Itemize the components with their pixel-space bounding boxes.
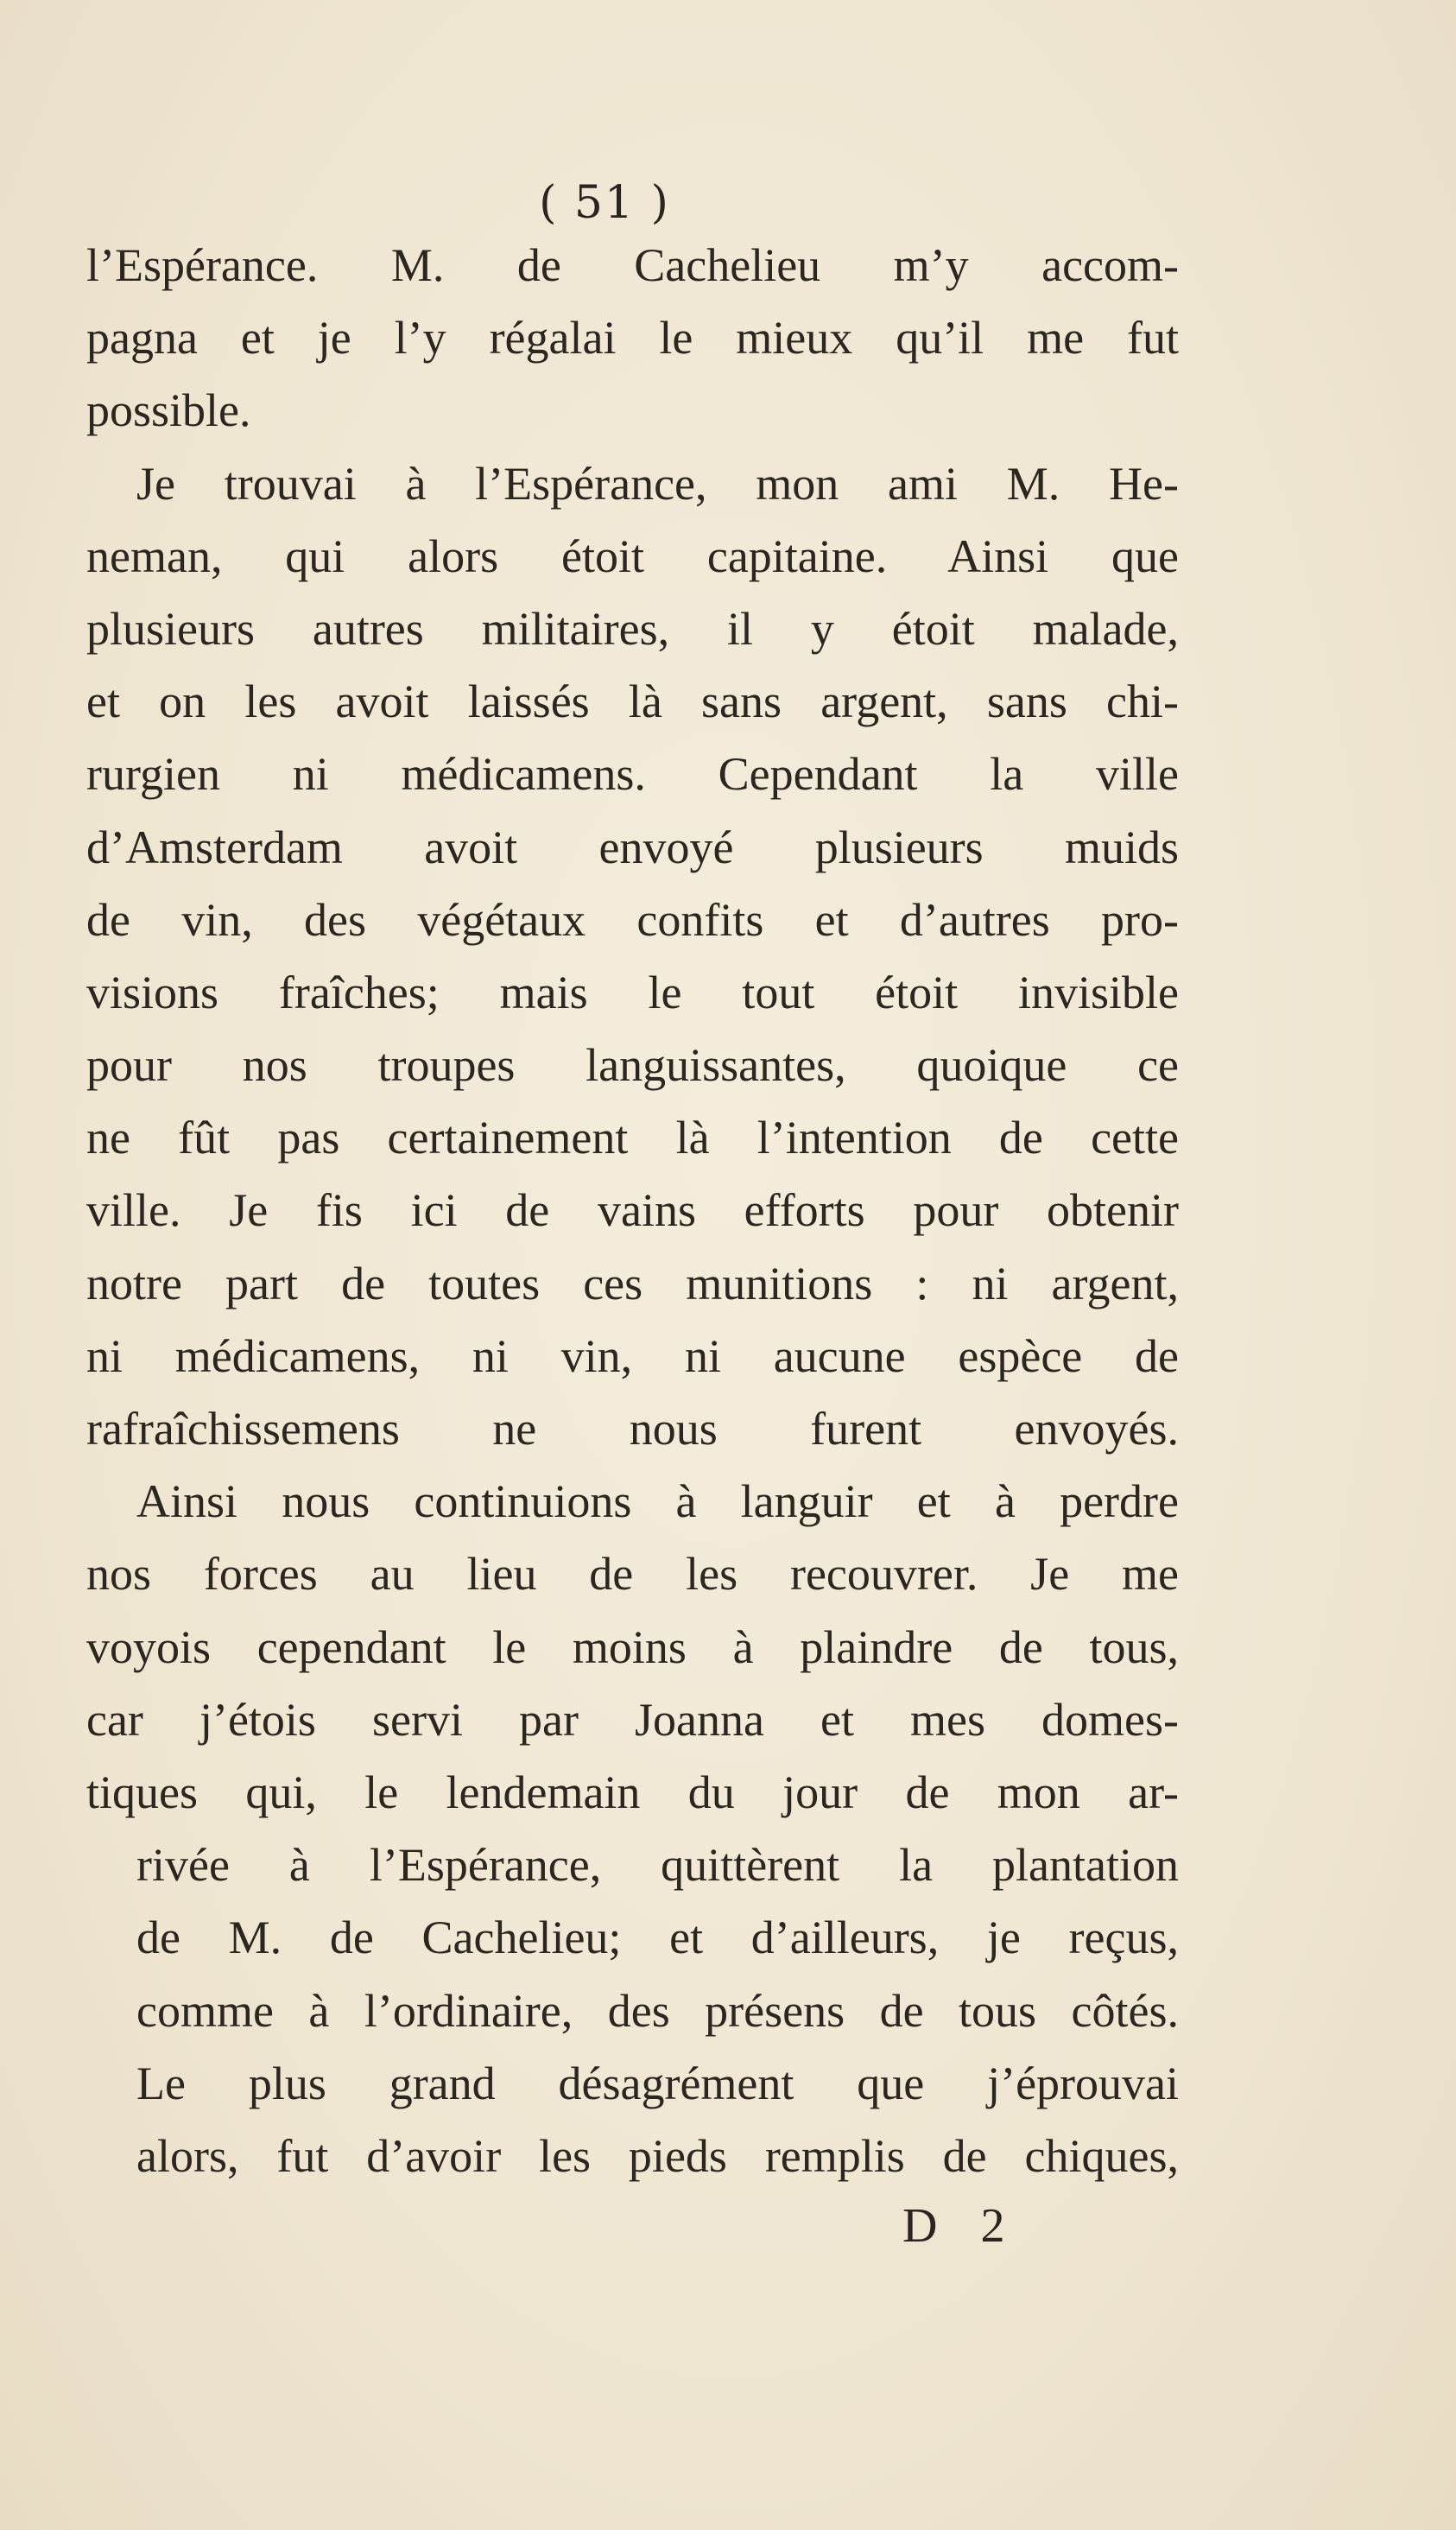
text-line: de M. de Cachelieu; et d’ailleurs, je reçus, xyxy=(136,1912,1179,1964)
text-line: plusieurs autres militaires, il y étoit malade, xyxy=(86,602,1179,655)
text-line: ni médicamens, ni vin, ni aucune espèce de xyxy=(86,1329,1179,1382)
signature-mark: D 2 xyxy=(902,2199,1021,2253)
body-text xyxy=(86,229,1179,2192)
text-line: nos forces au lieu de les recouvrer. Je me xyxy=(86,1548,1179,1601)
text-line: et on les avoit laissés là sans argent, sans chi- xyxy=(86,675,1179,728)
text-line: Le plus grand désagrément que j’éprouvai xyxy=(136,2057,1179,2109)
page-number: ( 51 ) xyxy=(539,177,670,229)
text-line: possible. xyxy=(86,384,251,437)
text-line: rafraîchissemens ne nous furent envoyés. xyxy=(86,1403,1179,1455)
text-line: visions fraîches; mais le tout étoit invisible xyxy=(86,966,1179,1018)
text-line: pagna et je l’y régalai le mieux qu’il me fut xyxy=(86,312,1179,365)
text-line: Je trouvai à l’Espérance, mon ami M. He- xyxy=(136,457,1179,510)
text-line: ne fût pas certainement là l’intention de cette xyxy=(86,1112,1179,1164)
text-line: voyois cependant le moins à plaindre de tous, xyxy=(86,1620,1179,1673)
text-line: comme à l’ordinaire, des présens de tous côtés. xyxy=(136,1984,1179,2037)
text-line: rurgien ni médicamens. Cependant la ville xyxy=(86,748,1179,801)
text-line: rivée à l’Espérance, quittèrent la plantation xyxy=(136,1839,1179,1892)
text-line: de vin, des végétaux confits et d’autres pro- xyxy=(86,893,1179,946)
text-line: l’Espérance. M. de Cachelieu m’y accom- xyxy=(86,239,1179,291)
text-line: Ainsi nous continuions à languir et à perdre xyxy=(136,1475,1179,1528)
text-line: notre part de toutes ces munitions : ni argent, xyxy=(86,1257,1179,1309)
text-line: alors, fut d’avoir les pieds remplis de chiques, xyxy=(136,2129,1179,2182)
text-line: neman, qui alors étoit capitaine. Ainsi que xyxy=(86,529,1179,582)
text-line: ville. Je fis ici de vains efforts pour obtenir xyxy=(86,1184,1179,1237)
text-line: tiques qui, le lendemain du jour de mon ar- xyxy=(86,1766,1179,1818)
text-line: d’Amsterdam avoit envoyé plusieurs muids xyxy=(86,821,1179,873)
text-line: car j’étois servi par Joanna et mes domes- xyxy=(86,1693,1179,1746)
text-line: pour nos troupes languissantes, quoique ce xyxy=(86,1039,1179,1092)
